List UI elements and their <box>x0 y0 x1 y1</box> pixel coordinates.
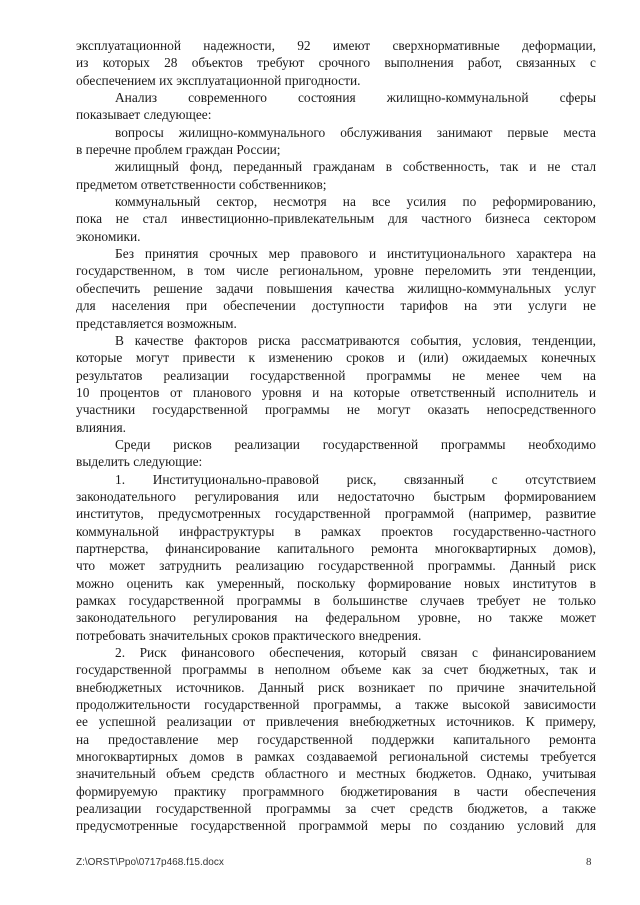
text-line: для населения при обеспечении доступности тарифов на эти услуги не <box>76 298 596 314</box>
text-line: потребовать значительных сроков практического внедрения. <box>76 627 422 643</box>
text-line: значительный объем средств областного и местных бюджетов. Однако, учитывая <box>76 766 596 782</box>
text-line: предусмотренные государственной программой меры по созданию условий для <box>76 818 596 834</box>
text-line: экономики. <box>76 228 141 244</box>
text-line: которые могут привести к изменению сроков и (или) ожидаемых конечных <box>76 350 596 366</box>
text-line: 2. Риск финансового обеспечения, который связан с финансированием <box>115 645 596 661</box>
text-line: 1. Институционально-правовой риск, связанный с отсутствием <box>115 471 596 487</box>
text-line: коммунальной инфраструктуры в рамках проектов государственно-частного <box>76 523 596 539</box>
text-line: государственной программы в неполном объеме как за счет бюджетных, так и <box>76 662 596 678</box>
text-line: государственном, в том числе региональном, уровне переломить эти тенденции, <box>76 263 596 279</box>
text-line: законодательного регулирования на федеральном уровне, но также может <box>76 610 596 626</box>
text-line: представляется возможным. <box>76 315 237 331</box>
text-line: эксплуатационной надежности, 92 имеют сверхнормативные деформации, <box>76 38 596 53</box>
text-line: результатов реализации государственной программы не менее чем на <box>76 367 596 383</box>
text-line: жилищный фонд, переданный гражданам в собственность, так и не стал <box>115 159 596 175</box>
text-line: Без принятия срочных мер правового и институционального характера на <box>115 246 596 262</box>
text-line: что может затруднить реализацию государственной программы. Данный риск <box>76 558 596 574</box>
text-line: реализации государственной программы за счет средств бюджетов, а также <box>76 801 596 817</box>
text-line: вопросы жилищно-коммунального обслуживания занимают первые места <box>115 124 596 140</box>
text-line: ее успешной реализации от привлечения внебюджетных источников. К примеру, <box>76 714 596 730</box>
text-line: обеспечить решение задачи повышения качества жилищно-коммунальных услуг <box>76 280 596 296</box>
text-line: коммунальный сектор, несмотря на все усилия по реформированию, <box>115 194 596 210</box>
text-line: рамках государственной программы в большинстве случаев требует не только <box>76 593 596 608</box>
text-line: В качестве факторов риска рассматриваются события, условия, тенденции, <box>115 332 596 348</box>
text-line: Анализ современного состояния жилищно-коммунальной сферы <box>115 90 596 106</box>
text-line: партнерства, финансирование капитального ремонта многоквартирных домов), <box>76 540 596 556</box>
text-line: показывает следующее: <box>76 107 212 123</box>
text-line: законодательного регулирования или недостаточно быстрым формированием <box>76 488 596 504</box>
text-line: формируемую практику программного бюджетирования в части обеспечения <box>76 783 596 799</box>
text-line: на предоставление мер государственной поддержки капитального ремонта <box>76 731 596 747</box>
text-line: Среди рисков реализации государственной программы необходимо <box>115 436 596 452</box>
text-line: предметом ответственности собственников; <box>76 176 327 192</box>
text-line: выделить следующие: <box>76 454 203 470</box>
text-line: многоквартирных домов в рамках создаваемой региональной системы требуется <box>76 749 596 765</box>
footer-page-number: 8 <box>586 856 592 868</box>
text-line: в перечне проблем граждан России; <box>76 142 281 158</box>
text-line: продолжительности государственной программы, а также высокой зависимости <box>76 697 596 713</box>
text-line: пока не стал инвестиционно-привлекательным для частного бизнеса сектором <box>76 211 596 227</box>
document-body <box>76 37 596 835</box>
text-line: 10 процентов от планового уровня и на которые ответственный исполнитель и <box>76 384 596 400</box>
text-line: обеспечением их эксплуатационной пригодности. <box>76 72 361 88</box>
text-line: участники государственной программы не могут оказать непосредственного <box>76 402 596 418</box>
text-line: влияния. <box>76 419 126 435</box>
text-line: из которых 28 объектов требуют срочного выполнения работ, связанных с <box>76 55 596 71</box>
text-line: можно оценить как умеренный, поскольку формирование новых институтов в <box>76 575 596 591</box>
footer-file-path: Z:\ORST\Ppo\0717p468.f15.docx <box>76 857 224 868</box>
text-line: внебюджетных источников. Данный риск возникает по причине значительной <box>76 679 596 695</box>
text-line: институтов, предусмотренных государственной программой (например, развитие <box>76 506 596 522</box>
